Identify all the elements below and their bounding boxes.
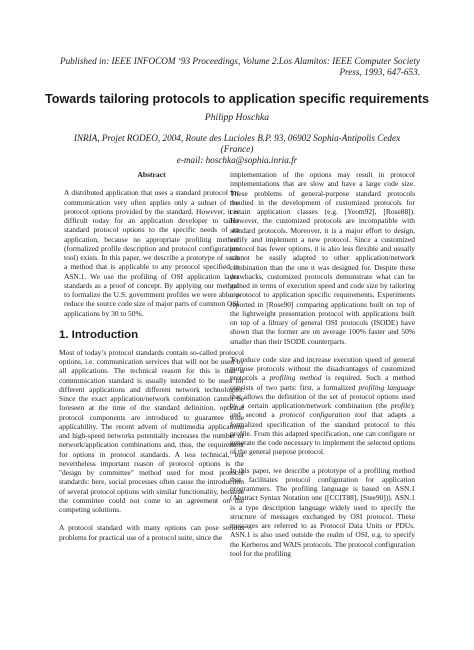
intro-paragraph-2: A protocol standard with many options can pose serious problems for practical use of a protocol suite, since the (59, 523, 244, 542)
text-span: that adapts a formalized specification of the standard protocol to this profile. From this adapted specification, one can configure or generate the code necessary to implement the selected options of the general purpose protocol. (230, 410, 415, 457)
right-column (230, 170, 415, 567)
affiliation (0, 133, 474, 166)
affiliation-line-1: INRIA, Projet RODEO, 2004, Route des Lucioles B.P. 93, 06902 Sophia-Antipolis Cedex (73, 133, 401, 143)
right-paragraph-1: implementation of the options may result in protocol implementations that are slow and have a large code size. These problems of general-purpose standard protocols resulted in the development of customized protocols for certain application classes (e.g. [Yeom92], [Rose88]). However, the customized protocols are incompatible with standard protocols. Moreover, it is a major effort to design, verify and implement a new protocol. Since a customized protocol has fewer options, it is also less flexible and usually cannot be easily adapted to other application/network combination than the one it was designed for. Despite these drawbacks, customized protocols demonstrate what can be gained in terms of execution speed and code size by tailoring a protocol to application specific requirements. Experiments reported in [Rose90] comparing applications built on top of the lightweight presentation protocol with applications built on top of a library of general OSI protocols (ISODE) have shown that the former are on average 100% faster and 50% smaller than their ISODE counterparts. (230, 170, 415, 346)
term-profile: profile (390, 401, 411, 410)
section-heading-introduction: 1. Introduction (59, 328, 139, 341)
author-name: Philipp Hoschka (204, 112, 270, 123)
affiliation-email: e-mail: hoschka@sophia.inria.fr (176, 155, 298, 165)
paper-title: Towards tailoring protocols to application specific requirements (45, 92, 429, 106)
intro-paragraph-1: Most of today’s protocol standards contain so-called protocol options, i.e. communication services that will not be used by all applications. The technical reason for this is that a communication standard is usually intended to be used for different applications and different network technologies. Since the exact application/network combination cannot be foreseen at the time of the standard definition, optional protocol components are introduced to guarantee wide applicability. The recent advent of multimedia applications and high-speed networks potentially increases the number of network/application combinations and, thus, the requirement for options in protocol standards. A less technical, but nevertheless important reason of protocol options is the "design by committee" method used for most protocol standards: here, social processes often cause the introduction of several protocol options with similar functionality, because the committee could not come to an agreement on the competing solutions. (59, 347, 244, 514)
text-span: ); and second a (230, 401, 415, 420)
left-column (59, 170, 244, 551)
publication-line-2: Press, 1993, 647-653. (339, 67, 420, 78)
text-span: is required. Such a method consists of two parts: first, a formalized (230, 373, 415, 392)
abstract-heading: Abstract (137, 170, 166, 179)
publication-info (40, 56, 420, 78)
affiliation-line-2: (France) (220, 144, 254, 154)
right-paragraph-3: In this paper, we describe a prototype of a profiling method that facilitates protocol configuration for application programmers. The profiling language is based on ASN.1 (Abstract Syntax Notation one ([CCIT88], [Stee90])). ASN.1 is a type description language widely used to specify the structure of messages exchanged by OSI protocol. These messages are referred to as Protocol Data Units or PDUs. ASN.1 is also used outside the realm of OSI, e.g. to specify the Kerberos and WAIS protocols. The protocol configuration tool for the profiling (230, 465, 415, 558)
right-paragraph-2 (230, 355, 415, 457)
publication-line-1: Published in: IEEE INFOCOM ‘93 Proceedings, Volume 2.Los Alamitos: IEEE Computer Society (59, 56, 420, 66)
text-span: that allows the definition of the set of protocol options used by a certain application/network combination (the (230, 391, 415, 410)
term-profiling-language: profiling language (358, 382, 415, 392)
term-protocol-configuration-tool: protocol configuration tool (279, 410, 367, 420)
term-profiling-method: profiling method (269, 373, 322, 383)
text-span: To reduce code size and increase execution speed of general purpose protocols without the disadvantages of customized protocols a (230, 354, 415, 383)
abstract-text: A distributed application that uses a standard protocol for communication very often applies only a subset of the protocol options provided by the standard. However, it is difficult today for an application developer to tailor standard protocol options to the specific needs of an application, because no appropriate profiling method (formalized profile description and protocol configuration tool) exists. In this paper, we describe a prototype of such a method that is applicable to any protocol specified in ASN.1. We use the profiling of OSI application layer standards as a proof of concept. By applying our method to formalize the U.S. government profiles we were able to reduce the source code size of major parts of common OSI applications by 30 to 50%. (64, 188, 239, 318)
